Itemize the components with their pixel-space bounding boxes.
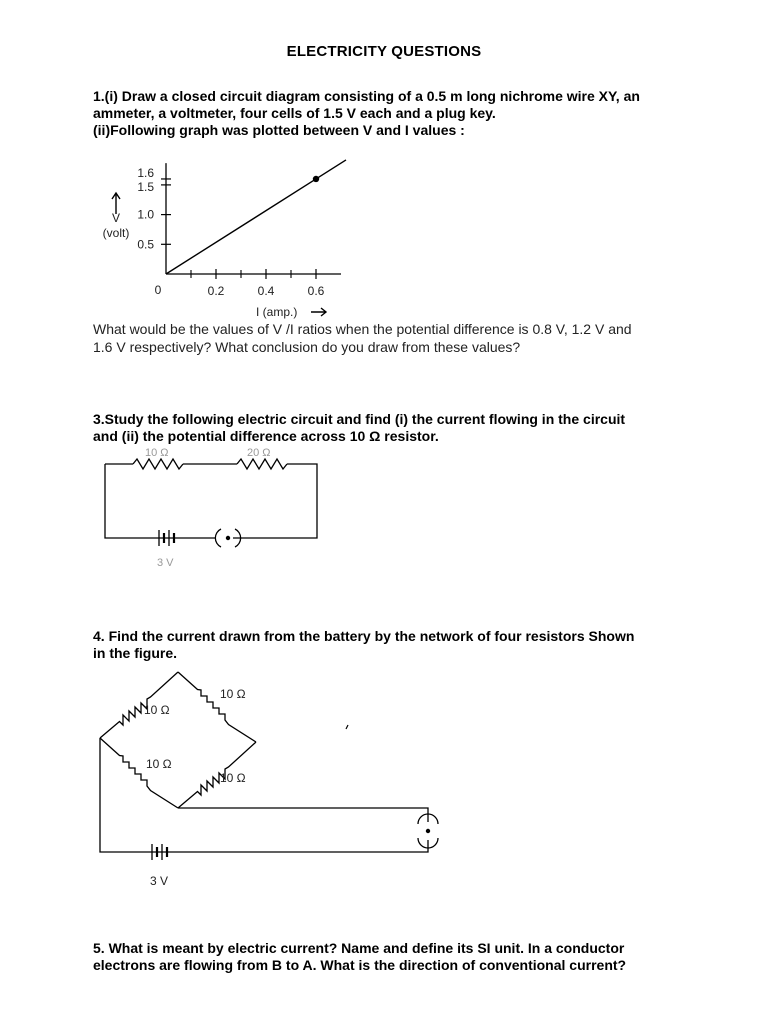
x-tick-label: 0.6 — [307, 284, 325, 298]
network-circuit-diagram — [90, 662, 450, 890]
question-1-followup — [93, 320, 632, 356]
battery-symbol — [152, 844, 170, 860]
y-tick-label: 1.0 — [137, 207, 154, 222]
resistor-lower-right-label: 10 Ω — [220, 771, 246, 785]
question-3-line-2: and (ii) the potential difference across 10 Ω resistor. — [93, 428, 439, 444]
network-wire — [100, 738, 428, 852]
question-5-text — [93, 940, 626, 974]
marked-data-point — [313, 176, 319, 182]
y-tick-label: 0.5 — [137, 237, 154, 252]
resistor-upper-left-label: 10 Ω — [144, 703, 170, 717]
x-axis-label: I (amp.) — [256, 305, 298, 319]
y-tick-label: 1.5 — [137, 179, 154, 194]
question-3-text — [93, 411, 625, 445]
battery-label: 3 V — [150, 874, 169, 888]
page-title: ELECTRICITY QUESTIONS — [286, 43, 482, 60]
resistor-10-ohm-label: 10 Ω — [145, 447, 169, 459]
vi-line — [166, 160, 346, 274]
circuit-wire — [105, 464, 317, 538]
resistor-10-ohm — [133, 459, 183, 469]
question-1-text — [93, 88, 640, 139]
question-3-line-1: 3.Study the following electric circuit and find (i) the current flowing in the circuit — [93, 411, 626, 427]
x-tick-label: 0.2 — [207, 284, 225, 298]
battery-symbol — [159, 530, 177, 546]
origin-label: 0 — [154, 283, 162, 297]
resistor-upper-right — [178, 672, 256, 742]
question-1-line-1: 1.(i) Draw a closed circuit diagram consisting of a 0.5 m long nichrome wire XY, an — [93, 88, 640, 104]
question-4-line-2: in the figure. — [93, 645, 177, 661]
resistor-20-ohm-label: 20 Ω — [247, 447, 271, 459]
question-1-followup-line-1: What would be the values of V /I ratios when the potential difference is 0.8 V, 1.2 V and — [93, 321, 632, 337]
y-tick-label: 1.6 — [137, 165, 154, 180]
question-1-line-3: (ii)Following graph was plotted between V and I values : — [93, 122, 465, 138]
resistor-lower-left-label: 10 Ω — [146, 757, 172, 771]
y-axis-label-symbol: V — [111, 211, 121, 225]
vi-graph — [80, 136, 400, 326]
battery-label: 3 V — [157, 557, 174, 569]
series-circuit-diagram — [95, 444, 335, 574]
question-4-line-1: 4. Find the current drawn from the battery by the network of four resistors Shown — [93, 628, 635, 644]
question-5-line-2: electrons are flowing from B to A. What is the direction of conventional current? — [93, 957, 627, 973]
x-tick-label: 0.4 — [257, 284, 275, 298]
question-4-text — [93, 628, 634, 662]
question-1-line-2: ammeter, a voltmeter, four cells of 1.5 V each and a plug key. — [93, 105, 496, 121]
resistor-20-ohm — [237, 459, 287, 469]
question-1-followup-line-2: 1.6 V respectively? What conclusion do you draw from these values? — [93, 339, 521, 355]
resistor-upper-right-label: 10 Ω — [220, 687, 246, 701]
resistor-lower-left — [100, 738, 178, 808]
question-5-line-1: 5. What is meant by electric current? Name and define its SI unit. In a conductor — [93, 940, 625, 956]
y-axis-label-unit: (volt) — [102, 226, 130, 240]
x-axis-arrow-icon — [311, 308, 326, 316]
